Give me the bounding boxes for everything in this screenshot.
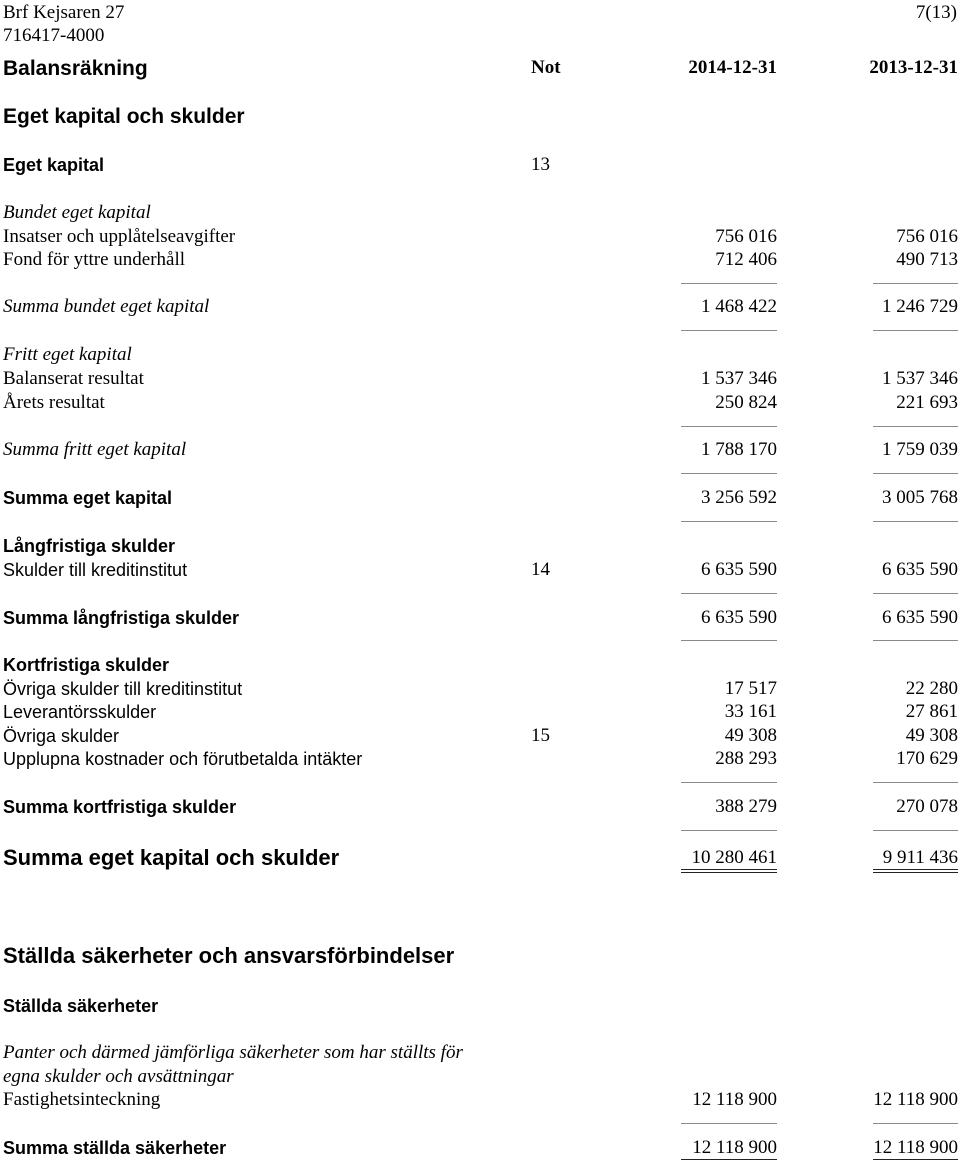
stallda-description-line-2: egna skulder och avsättningar (3, 1066, 234, 1087)
eget-kapital-heading: Eget kapital (3, 155, 105, 175)
divider (681, 640, 777, 641)
value-2014: 388 279 (715, 796, 777, 817)
value-2013: 12 118 900 (873, 1089, 958, 1110)
row-label: Summa eget kapital (3, 488, 173, 508)
underline (873, 1159, 958, 1160)
value-2013: 27 861 (905, 701, 958, 722)
value-2014: 1 468 422 (701, 296, 777, 317)
row-label: Fastighetsinteckning (3, 1089, 161, 1110)
divider (873, 426, 958, 427)
value-2014: 10 280 461 (691, 847, 777, 868)
value-2013: 12 118 900 (873, 1137, 958, 1158)
value-2014: 756 016 (715, 226, 777, 247)
row-label: Summa kortfristiga skulder (3, 797, 237, 817)
divider (873, 1123, 958, 1124)
stallda-subheading: Ställda säkerheter (3, 996, 159, 1016)
divider (873, 830, 958, 831)
divider (873, 640, 958, 641)
note-14: 14 (531, 559, 550, 580)
row-label: Summa ställda säkerheter (3, 1138, 227, 1158)
bundet-heading: Bundet eget kapital (3, 202, 151, 223)
row-label: Summa eget kapital och skulder (3, 845, 340, 870)
divider (873, 521, 958, 522)
org-number: 716417-4000 (3, 25, 105, 46)
underline (873, 872, 958, 873)
value-2014: 12 118 900 (692, 1089, 777, 1110)
underline (681, 872, 777, 873)
value-2013: 1 246 729 (882, 296, 958, 317)
divider (681, 1123, 777, 1124)
value-2014: 1 788 170 (701, 439, 777, 460)
divider (681, 521, 777, 522)
divider (873, 330, 958, 331)
value-2013: 1 759 039 (882, 439, 958, 460)
stallda-description-line-1: Panter och därmed jämförliga säkerheter som har ställts för (3, 1042, 463, 1063)
value-2014: 250 824 (715, 392, 777, 413)
row-label: Skulder till kreditinstitut (3, 560, 188, 580)
divider (873, 283, 958, 284)
value-2014: 712 406 (715, 249, 777, 270)
value-2013: 22 280 (905, 678, 958, 699)
stallda-title: Ställda säkerheter och ansvarsförbindelser (3, 943, 455, 968)
value-2013: 756 016 (896, 226, 958, 247)
value-2013: 3 005 768 (882, 487, 958, 508)
value-2013: 170 629 (896, 748, 958, 769)
row-label: Insatser och upplåtelseavgifter (3, 226, 236, 247)
row-label: Summa långfristiga skulder (3, 608, 240, 628)
row-label: Summa fritt eget kapital (3, 439, 187, 460)
value-2014: 17 517 (724, 678, 777, 699)
row-label: Balanserat resultat (3, 368, 144, 389)
value-2014: 3 256 592 (701, 487, 777, 508)
value-2013: 6 635 590 (882, 607, 958, 628)
org-name: Brf Kejsaren 27 (3, 2, 125, 23)
row-label: Summa bundet eget kapital (3, 296, 210, 317)
note-13: 13 (531, 154, 550, 175)
underline (873, 869, 958, 870)
divider (681, 593, 777, 594)
value-2014: 49 308 (724, 725, 777, 746)
page-number: 7(13) (915, 2, 957, 23)
value-2014: 6 635 590 (701, 559, 777, 580)
divider (681, 473, 777, 474)
column-header-not: Not (531, 57, 561, 78)
langfristiga-heading: Långfristiga skulder (3, 536, 176, 556)
column-header-2013: 2013-12-31 (869, 57, 958, 78)
row-label: Leverantörsskulder (3, 702, 157, 722)
value-2013: 9 911 436 (882, 847, 958, 868)
row-label: Övriga skulder (3, 726, 120, 746)
page-title: Balansräkning (3, 57, 148, 80)
column-header-2014: 2014-12-31 (688, 57, 777, 78)
section-heading: Eget kapital och skulder (3, 105, 245, 128)
value-2014: 1 537 346 (701, 368, 777, 389)
value-2014: 6 635 590 (701, 607, 777, 628)
value-2013: 270 078 (896, 796, 958, 817)
row-label: Fond för yttre underhåll (3, 249, 186, 270)
value-2013: 1 537 346 (882, 368, 958, 389)
underline (681, 1159, 777, 1160)
kortfristiga-heading: Kortfristiga skulder (3, 655, 170, 675)
underline (681, 869, 777, 870)
value-2014: 12 118 900 (692, 1137, 777, 1158)
divider (681, 782, 777, 783)
divider (873, 782, 958, 783)
note-15: 15 (531, 725, 550, 746)
value-2014: 288 293 (715, 748, 777, 769)
row-label: Upplupna kostnader och förutbetalda intäkter (3, 749, 363, 769)
value-2014: 33 161 (724, 701, 777, 722)
value-2013: 6 635 590 (882, 559, 958, 580)
divider (873, 473, 958, 474)
divider (873, 593, 958, 594)
row-label: Övriga skulder till kreditinstitut (3, 679, 243, 699)
value-2013: 221 693 (896, 392, 958, 413)
divider (681, 283, 777, 284)
divider (681, 830, 777, 831)
fritt-heading: Fritt eget kapital (3, 344, 132, 365)
divider (681, 426, 777, 427)
value-2013: 490 713 (896, 249, 958, 270)
value-2013: 49 308 (905, 725, 958, 746)
row-label: Årets resultat (3, 392, 105, 413)
divider (681, 330, 777, 331)
